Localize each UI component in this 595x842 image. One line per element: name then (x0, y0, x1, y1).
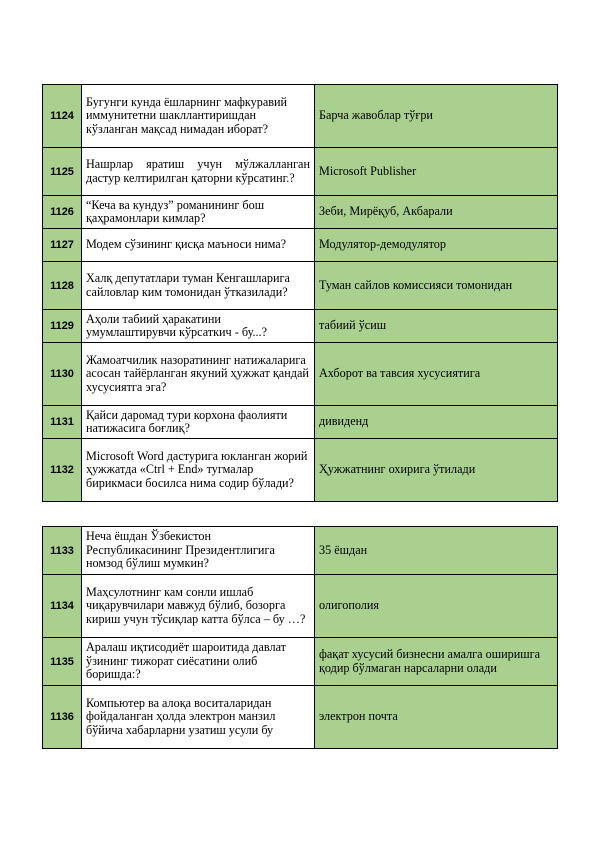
questions-table-2 (42, 526, 558, 749)
table-row (43, 406, 558, 439)
row-number: 1133 (43, 527, 82, 575)
table-row (43, 229, 558, 262)
table-row (43, 196, 558, 229)
answer-cell: Microsoft Publisher (315, 148, 558, 196)
answer-cell: Модулятор-демодулятор (315, 229, 558, 262)
row-number: 1129 (43, 310, 82, 343)
answer-cell: дивиденд (315, 406, 558, 439)
question-cell: Неча ёшдан Ўзбекистон Республикасининг Президентлигига номзод бўлиш мумкин? (82, 527, 315, 575)
question-cell: Нашрлар яратиш учун мўлжалланган дастур келтирилган қаторни кўрсатинг.? (82, 148, 315, 196)
row-number: 1128 (43, 262, 82, 310)
row-number: 1134 (43, 575, 82, 638)
answer-cell: Зеби, Мирёқуб, Акбарали (315, 196, 558, 229)
answer-cell: Барча жавоблар тўғри (315, 85, 558, 148)
questions-table-1 (42, 84, 558, 502)
table-row (43, 343, 558, 406)
table-row (43, 310, 558, 343)
table-row (43, 85, 558, 148)
question-cell: “Кеча ва кундуз” романининг бош қаҳрамонлари кимлар? (82, 196, 315, 229)
table-row (43, 148, 558, 196)
row-number: 1132 (43, 439, 82, 502)
question-cell: Модем сўзининг қисқа маъноси нима? (82, 229, 315, 262)
answer-cell: Туман сайлов комиссияси томонидан (315, 262, 558, 310)
row-number: 1136 (43, 686, 82, 749)
answer-cell: фақат хусусий бизнесни амалга оширишга қодир бўлмаган нарсаларни олади (315, 638, 558, 686)
row-number: 1131 (43, 406, 82, 439)
table-row (43, 527, 558, 575)
row-number: 1124 (43, 85, 82, 148)
row-number: 1125 (43, 148, 82, 196)
question-cell: Microsoft Word дастурига юкланган жорий ҳужжатда «Ctrl + End» тугмалар бирикмаси босилса нима содир бўлади? (82, 439, 315, 502)
table-row (43, 686, 558, 749)
question-cell: Бугунги кунда ёшларнинг мафкуравий иммунитетни шакллантиришдан кўзланган мақсад нимадан иборат? (82, 85, 315, 148)
question-cell: Жамоатчилик назоратининг натижаларига асосан тайёрланган якуний ҳужжат қандай хусусиятга эга? (82, 343, 315, 406)
answer-cell: 35 ёшдан (315, 527, 558, 575)
table-row (43, 262, 558, 310)
answer-cell: электрон почта (315, 686, 558, 749)
question-cell: Аралаш иқтисодиёт шароитида давлат ўзининг тижорат сиёсатини олиб боришда:? (82, 638, 315, 686)
question-cell: Аҳоли табиий ҳаракатини умумлаштирувчи кўрсаткич - бу...? (82, 310, 315, 343)
question-cell: Халқ депутатлари туман Кенгашларига сайловлар ким томонидан ўтказилади? (82, 262, 315, 310)
row-number: 1130 (43, 343, 82, 406)
answer-cell: табиий ўсиш (315, 310, 558, 343)
table-row (43, 575, 558, 638)
row-number: 1127 (43, 229, 82, 262)
table-row (43, 638, 558, 686)
answer-cell: Ахборот ва тавсия хусусиятига (315, 343, 558, 406)
question-cell: Қайси даромад тури корхона фаолияти натижасига боғлиқ? (82, 406, 315, 439)
question-cell: Компьютер ва алоқа воситаларидан фойдаланган ҳолда электрон манзил бўйича хабарларни узатиш усули бу (82, 686, 315, 749)
question-cell: Маҳсулотнинг кам сонли ишлаб чиқарувчилари мавжуд бўлиб, бозорга кириш учун тўсиқлар катта бўлса – бу …? (82, 575, 315, 638)
answer-cell: Ҳужжатнинг охирига ўтилади (315, 439, 558, 502)
row-number: 1126 (43, 196, 82, 229)
answer-cell: олигополия (315, 575, 558, 638)
row-number: 1135 (43, 638, 82, 686)
table-row (43, 439, 558, 502)
